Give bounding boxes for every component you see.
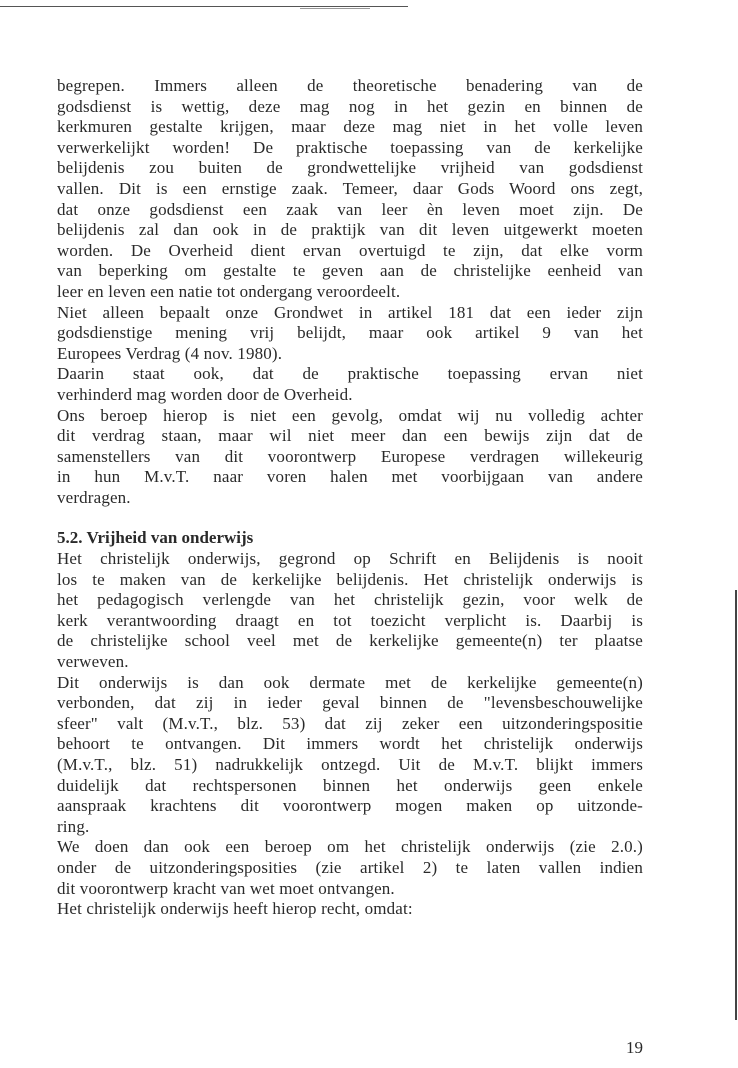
text-line: ring.	[57, 816, 90, 836]
text-line: de christelijke school veel met de kerkelijke gemeente(n) ter plaatse	[57, 631, 643, 651]
paragraph	[57, 549, 643, 673]
text-line: (M.v.T., blz. 51) nadrukkelijk ontzegd. Uit de M.v.T. blijkt immers	[57, 755, 643, 774]
paragraph	[57, 76, 643, 303]
text-line: vallen. Dit is een ernstige zaak. Temeer, daar Gods Woord ons zegt,	[57, 178, 643, 198]
text-line: dit verdrag staan, maar wil niet meer dan een bewijs zijn dat de	[57, 426, 643, 446]
page-number: 19	[626, 1038, 643, 1057]
paragraph	[57, 364, 643, 405]
text-line: begrepen. Immers alleen de theoretische benadering van de	[57, 76, 643, 95]
text-line: Dit onderwijs is dan ook dermate met de kerkelijke gemeente(n)	[57, 672, 643, 692]
text-line: belijdenis zal dan ook in de praktijk van dit leven uitgewerkt moeten	[57, 220, 643, 240]
text-line: godsdienst is wettig, deze mag nog in het gezin en binnen de	[57, 96, 643, 116]
text-line: dat onze godsdienst een zaak van leer èn leven moet zijn. De	[57, 199, 643, 219]
section-body-text	[57, 549, 643, 920]
text-line: We doen dan ook een beroep om het christelijk onderwijs (zie 2.0.)	[57, 837, 643, 857]
text-line: dit voorontwerp kracht van wet moet ontvangen.	[57, 878, 395, 898]
text-line: samenstellers van dit voorontwerp Europese verdragen willekeurig	[57, 446, 643, 466]
text-line: aanspraak krachtens dit voorontwerp mogen maken op uitzonde-	[57, 796, 643, 816]
text-line: het pedagogisch verlengde van het christelijk gezin, voor welk de	[57, 590, 643, 610]
text-line: Daarin staat ook, dat de praktische toepassing ervan niet	[57, 364, 643, 384]
text-line: verhinderd mag worden door de Overheid.	[57, 384, 353, 404]
text-line: duidelijk dat rechtspersonen binnen het onderwijs geen enkele	[57, 775, 643, 795]
text-line: Het christelijk onderwijs heeft hierop recht, omdat:	[57, 899, 413, 919]
text-line: Ons beroep hierop is niet een gevolg, omdat wij nu volledig achter	[57, 405, 643, 425]
text-line: verbonden, dat zij in ieder geval binnen de "levensbeschouwelijke	[57, 693, 643, 713]
text-line: onder de uitzonderingsposities (zie artikel 2) te laten vallen indien	[57, 857, 643, 877]
section-heading: 5.2. Vrijheid van onderwijs	[57, 528, 254, 548]
text-line: leer en leven een natie tot ondergang veroordeelt.	[57, 281, 401, 301]
paragraph	[57, 406, 643, 509]
text-line: sfeer" valt (M.v.T., blz. 53) dat zij zeker een uitzonderingspositie	[57, 713, 643, 733]
text-line: van beperking om gestalte te geven aan de christelijke eenheid van	[57, 261, 643, 281]
text-line: los te maken van de kerkelijke belijdenis. Het christelijk onderwijs is	[57, 569, 643, 589]
text-line: kerk verantwoording draagt en tot toezicht verplicht is. Daarbij is	[57, 610, 643, 630]
text-line: verwerkelijkt worden! De praktische toepassing van de kerkelijke	[57, 137, 643, 157]
text-line: verweven.	[57, 652, 129, 672]
text-line: behoort te ontvangen. Dit immers wordt het christelijk onderwijs	[57, 734, 643, 754]
page-edge	[735, 590, 737, 1020]
text-line: verdragen.	[57, 487, 131, 507]
text-line: worden. De Overheid dient ervan overtuigd te zijn, dat elke vorm	[57, 240, 643, 260]
section-intro-text	[57, 76, 643, 508]
text-line: kerkmuren gestalte krijgen, maar deze mag niet in het volle leven	[57, 117, 643, 137]
text-line: in hun M.v.T. naar voren halen met voorbijgaan van andere	[57, 467, 643, 487]
text-line: belijdenis zou buiten de grondwettelijke vrijheid van godsdienst	[57, 158, 643, 178]
paragraph	[57, 899, 643, 920]
text-line: Het christelijk onderwijs, gegrond op Schrift en Belijdenis is nooit	[57, 549, 643, 569]
paragraph	[57, 673, 643, 838]
top-rule-fragment	[300, 8, 370, 9]
top-rule	[0, 6, 408, 7]
text-line: godsdienstige mening vrij belijdt, maar ook artikel 9 van het	[57, 323, 643, 343]
text-line: Niet alleen bepaalt onze Grondwet in artikel 181 dat een ieder zijn	[57, 302, 643, 322]
paragraph	[57, 303, 643, 365]
paragraph	[57, 837, 643, 899]
page-body	[57, 76, 643, 920]
text-line: Europees Verdrag (4 nov. 1980).	[57, 343, 283, 363]
